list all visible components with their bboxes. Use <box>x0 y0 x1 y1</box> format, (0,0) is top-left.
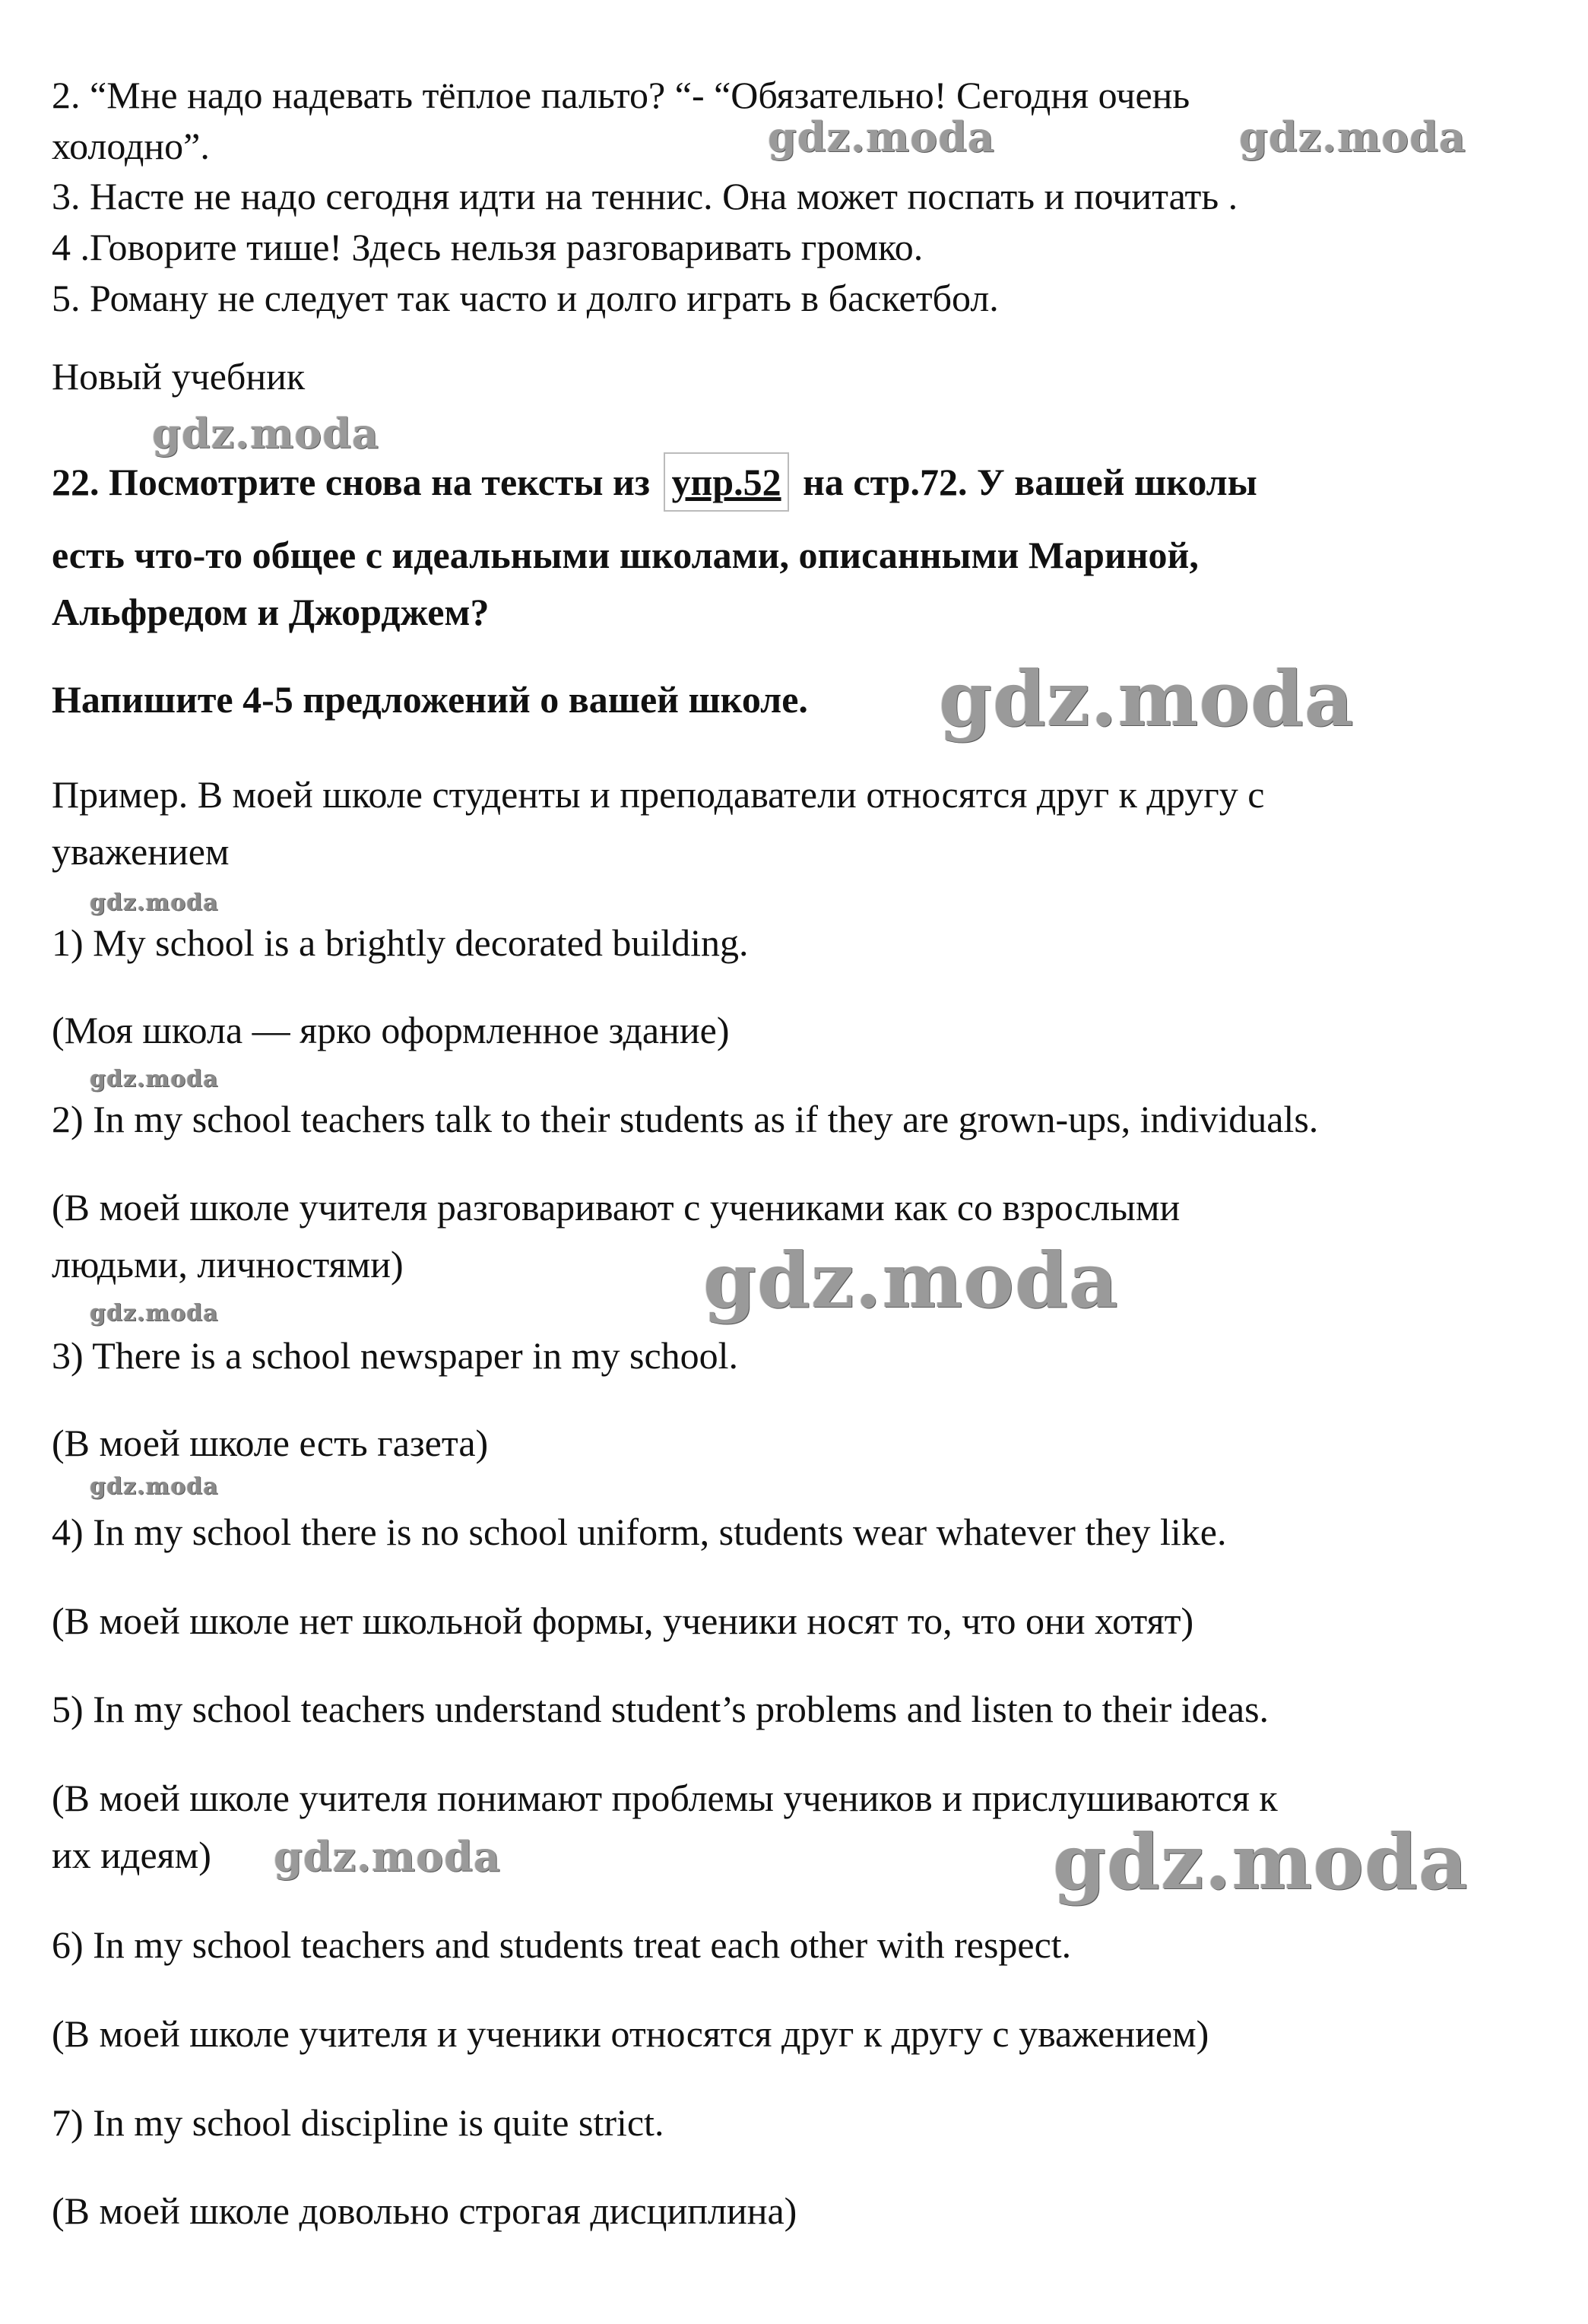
watermark: gdz.moda <box>1239 113 1466 161</box>
answer-1-en: 1) My school is a brightly decorated building. <box>52 921 749 964</box>
example-line-1: Пример. В моей школе студенты и преподаватели относятся друг к другу с <box>52 773 1265 816</box>
example-line-2: уважением <box>52 830 230 873</box>
answer-4-en: 4) In my school there is no school uniform, students wear whatever they like. <box>52 1511 1227 1553</box>
list-item-4: 4 .Говорите тише! Здесь нельзя разговаривать громко. <box>52 226 924 268</box>
watermark: gdz.moda <box>939 654 1355 743</box>
watermark: gdz.moda <box>1053 1817 1469 1907</box>
section-label: Новый учебник <box>52 355 306 398</box>
watermark: gdz.moda <box>90 1066 219 1092</box>
watermark: gdz.moda <box>90 1300 219 1327</box>
answer-2-en: 2) In my school teachers talk to their students as if they are grown-ups, individuals. <box>52 1098 1319 1140</box>
exercise-ref-link[interactable]: упр.52 <box>664 452 788 512</box>
answer-1-ru: (Моя школа — ярко оформленное здание) <box>52 1009 730 1051</box>
list-item-3: 3. Насте не надо сегодня идти на теннис. Она может поспать и почитать . <box>52 175 1238 217</box>
task-text-before: 22. Посмотрите снова на тексты из <box>52 461 650 503</box>
task-line-3: Альфредом и Джорджем? <box>52 591 490 633</box>
answer-2-ru-line2: людьми, личностями) <box>52 1243 404 1286</box>
watermark: gdz.moda <box>90 889 219 916</box>
watermark: gdz.moda <box>152 409 379 458</box>
answer-2-ru-line1: (В моей школе учителя разговаривают с учениками как со взрослыми <box>52 1186 1181 1229</box>
watermark: gdz.moda <box>703 1235 1119 1325</box>
answer-5-en: 5) In my school teachers understand student’s problems and listen to their ideas. <box>52 1688 1269 1730</box>
answer-6-ru: (В моей школе учителя и ученики относятся друг к другу с уважением) <box>52 2012 1209 2055</box>
list-item-2-line2: холодно”. <box>52 125 210 167</box>
list-item-2-line1: 2. “Мне надо надевать тёплое пальто? “- “Обязательно! Сегодня очень <box>52 74 1190 116</box>
answer-3-en: 3) There is a school newspaper in my school. <box>52 1334 739 1377</box>
task-line-2: есть что-то общее с идеальными школами, описанными Мариной, <box>52 534 1199 576</box>
watermark: gdz.moda <box>90 1473 219 1500</box>
answer-5-ru-line1: (В моей школе учителя понимают проблемы учеников и прислушиваются к <box>52 1777 1278 1819</box>
answer-3-ru: (В моей школе есть газета) <box>52 1422 489 1464</box>
answer-6-en: 6) In my school teachers and students treat each other with respect. <box>52 1923 1072 1966</box>
list-item-5: 5. Роману не следует так часто и долго играть в баскетбол. <box>52 277 999 319</box>
task-line-4: Напишите 4-5 предложений о вашей школе. <box>52 678 808 721</box>
task-text-after: на стр.72. У вашей школы <box>803 461 1257 503</box>
answer-4-ru: (В моей школе нет школьной формы, ученики носят то, что они хотят) <box>52 1600 1194 1642</box>
answer-5-ru-line2: их идеям) <box>52 1834 211 1876</box>
watermark: gdz.moda <box>274 1832 501 1881</box>
answer-7-ru: (В моей школе довольно строгая дисциплина) <box>52 2189 797 2232</box>
watermark: gdz.moda <box>768 113 995 161</box>
answer-7-en: 7) In my school discipline is quite strict. <box>52 2101 664 2144</box>
task-line-1 <box>52 452 1257 512</box>
